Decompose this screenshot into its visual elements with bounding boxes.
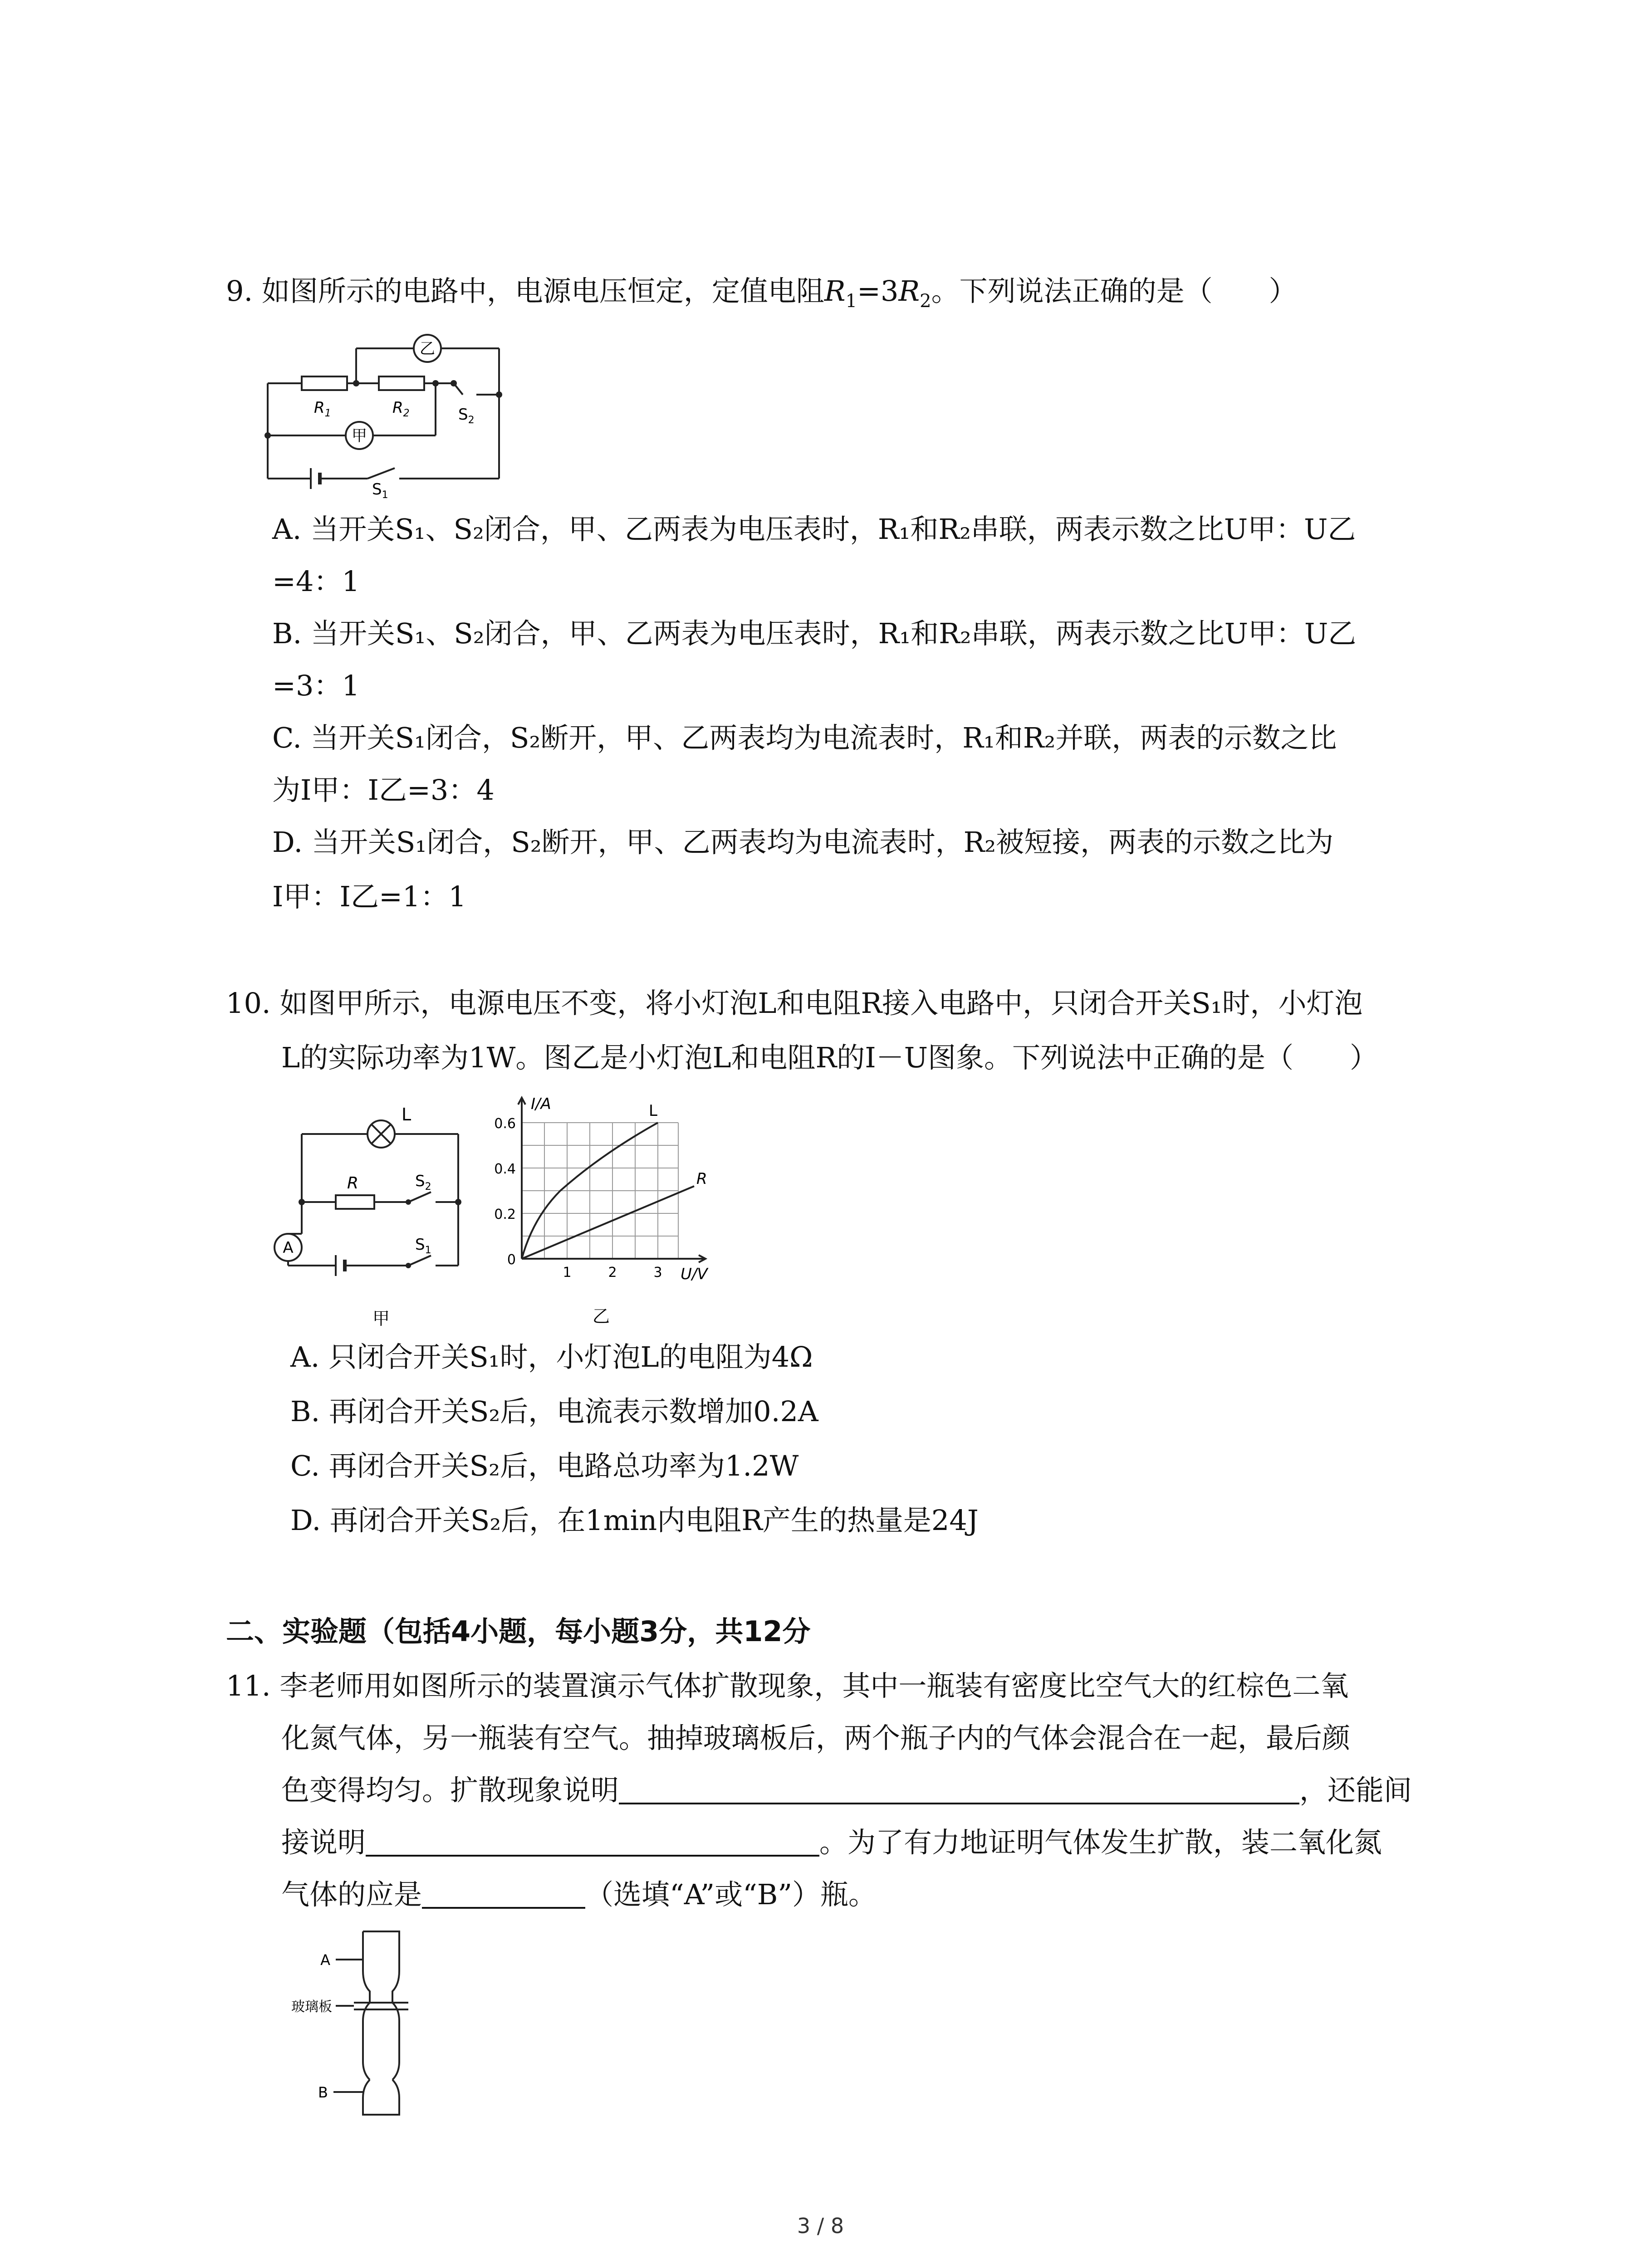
q11-gas-bottles-diagram [290, 1928, 463, 2118]
svg-text:3: 3 [653, 1265, 662, 1281]
q10-option-c: C. 再闭合开关S₂后，电路总功率为1.2W [290, 1449, 799, 1482]
answer-blank-3[interactable] [422, 1880, 585, 1909]
q10-option-b: B. 再闭合开关S₂后，电流表示数增加0.2A [290, 1395, 818, 1428]
svg-text:R: R [347, 1174, 359, 1193]
q10-option-a: A. 只闭合开关S₁时，小灯泡L的电阻为4Ω [290, 1340, 813, 1374]
q10-stem-line2: L的实际功率为1W。图乙是小灯泡L和电阻R的I－U图象。下列说法中正确的是（ ） [281, 1041, 1378, 1074]
answer-blank-2[interactable] [366, 1828, 819, 1857]
fig-caption-jia: 甲 [372, 1309, 390, 1329]
q9-option-b: B. 当开关S₁、S₂闭合，甲、乙两表为电压表时，R₁和R₂串联，两表示数之比U甲：U乙 [272, 617, 1357, 650]
svg-text:S2: $S_2$ [415, 1172, 431, 1193]
svg-text:1: 1 [563, 1265, 572, 1281]
q9-option-c: C. 当开关S₁闭合，S₂断开，甲、乙两表均为电流表时，R₁和R₂并联，两表的示数之比 [272, 721, 1337, 754]
svg-text:B: B [318, 2084, 328, 2101]
fig-caption-yi: 乙 [592, 1306, 610, 1326]
svg-text:A: A [320, 1951, 330, 1969]
q10-stem-line1: 10. 如图甲所示，电源电压不变，将小灯泡L和电阻R接入电路中，只闭合开关S₁时，小灯泡 [226, 987, 1363, 1020]
q11-stem-line4: 接说明 。为了有力地证明气体发生扩散，装二氧化氮 [281, 1826, 1382, 1859]
q11-stem-line2: 化氮气体，另一瓶装有空气。抽掉玻璃板后，两个瓶子内的气体会混合在一起，最后颜 [281, 1721, 1351, 1755]
q9-circuit-diagram [263, 327, 517, 501]
svg-text:R2: $R_2$ [392, 399, 410, 419]
svg-text:0: 0 [507, 1252, 516, 1268]
svg-text:S2: $S_2$ [458, 406, 475, 426]
svg-text:L: L [402, 1105, 411, 1124]
q10-option-d: D. 再闭合开关S₂后，在1min内电阻R产生的热量是24J [290, 1504, 979, 1537]
q9-option-b-cont: =3：1 [272, 669, 360, 702]
q9-option-a: A. 当开关S₁、S₂闭合，甲、乙两表为电压表时，R₁和R₂串联，两表示数之比U甲：U乙 [272, 513, 1356, 546]
svg-text:R: R [696, 1170, 707, 1188]
svg-text:0.6: 0.6 [494, 1116, 516, 1132]
curve-r [522, 1186, 694, 1259]
svg-text:U/V: U/V [681, 1265, 708, 1283]
svg-text:I/A: I/A [531, 1095, 551, 1113]
meter-jia-label: 甲 [352, 427, 367, 445]
q10-circuit-jia [272, 1098, 481, 1334]
section-2-heading: 二、实验题（包括4小题，每小题3分，共12分 [226, 1615, 811, 1648]
svg-text:S1: $S_1$ [372, 480, 388, 501]
q9-option-c-cont: 为I甲：I乙=3：4 [272, 773, 495, 807]
q11-stem-line3: 色变得均匀。扩散现象说明 ，还能间 [281, 1774, 1412, 1807]
svg-text:S1: $S_1$ [415, 1236, 431, 1256]
r1-resistor [302, 376, 347, 390]
svg-text:0.2: 0.2 [494, 1207, 516, 1222]
svg-text:2: 2 [608, 1265, 617, 1281]
q11-stem-line1: 11. 李老师用如图所示的装置演示气体扩散现象，其中一瓶装有密度比空气大的红棕色二氧 [226, 1669, 1349, 1702]
svg-text:玻璃板: 玻璃板 [291, 1999, 332, 2015]
q9-stem: 9. 如图所示的电路中，电源电压恒定，定值电阻$R_1=3R_2$。下列说法正确的是（ ） [226, 274, 1297, 312]
answer-blank-1[interactable] [619, 1775, 1299, 1804]
svg-text:L: L [649, 1102, 657, 1120]
svg-text:R1: $R_1$ [314, 399, 331, 419]
r2-resistor [379, 376, 424, 390]
svg-text:A: A [283, 1239, 294, 1257]
q11-stem-line5: 气体的应是 （选填“A”或“B”）瓶。 [281, 1878, 877, 1911]
q9-option-a-cont: =4：1 [272, 565, 360, 598]
q9-option-d-cont: I甲：I乙=1：1 [272, 880, 466, 913]
page-number: 3 / 8 [797, 2214, 844, 2238]
meter-yi-label: 乙 [420, 340, 435, 358]
svg-text:0.4: 0.4 [494, 1161, 516, 1177]
q10-iu-graph-yi [488, 1091, 742, 1334]
q9-option-d: D. 当开关S₁闭合，S₂断开，甲、乙两表均为电流表时，R₂被短接，两表的示数之比为 [272, 826, 1334, 859]
